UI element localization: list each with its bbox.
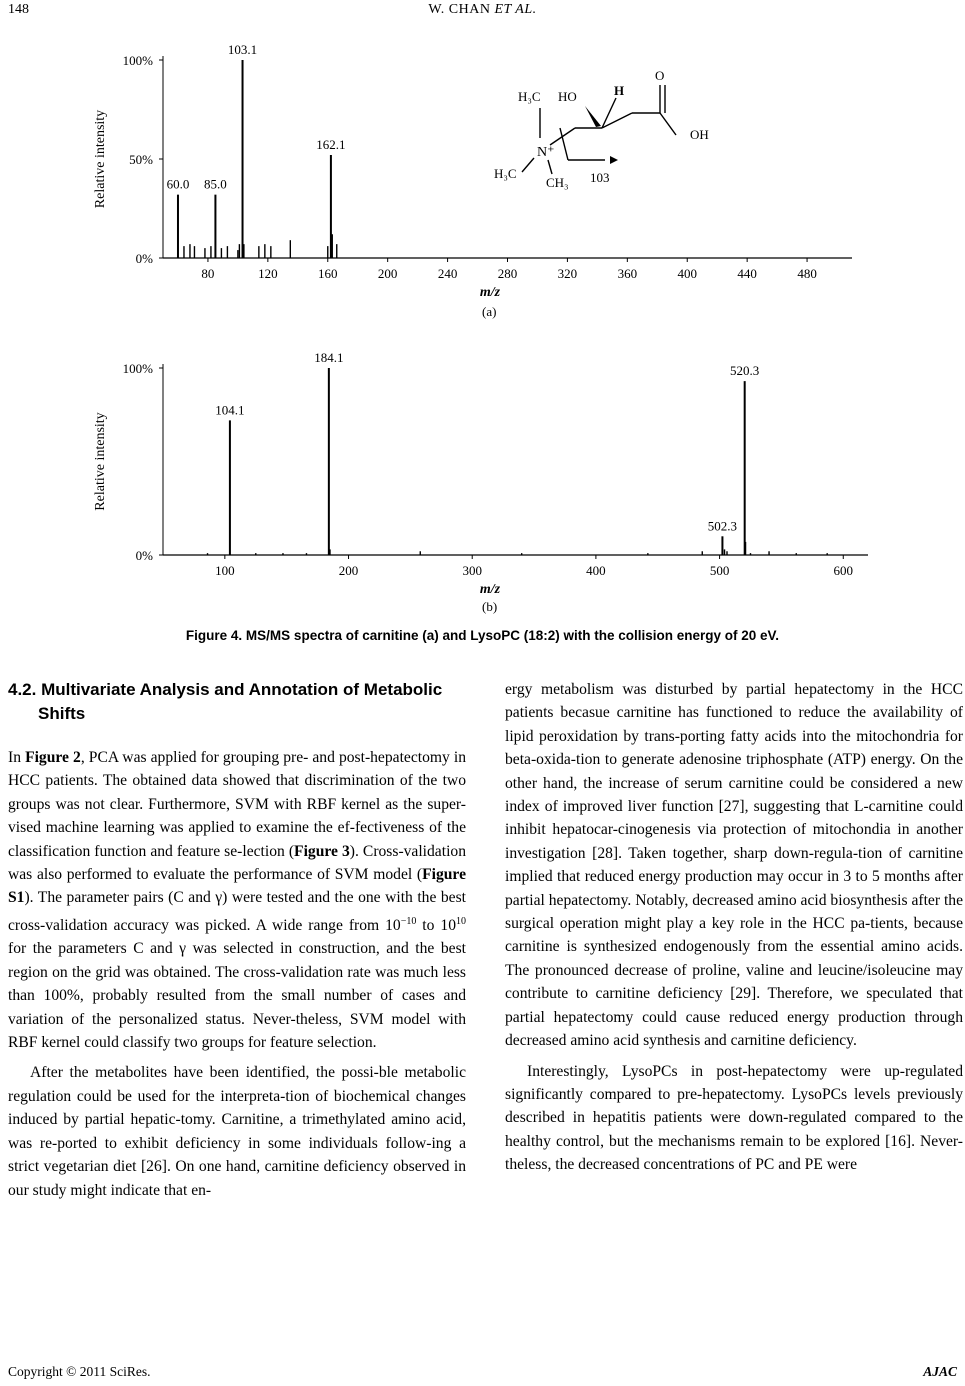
spectrum-a-chart	[0, 0, 965, 330]
structure-h3c-left: H₃C	[494, 166, 517, 181]
carnitine-structure	[494, 68, 709, 190]
structure-o: O	[655, 68, 665, 83]
left-column	[8, 678, 466, 1202]
structure-wedge	[585, 106, 601, 127]
y-tick-label: 0%	[135, 548, 153, 563]
y-axis-label: Relative intensity	[93, 412, 108, 511]
y-tick-label: 0%	[135, 251, 153, 266]
structure-ho: HO	[558, 89, 577, 104]
peak-label-162.1: 162.1	[316, 137, 346, 153]
x-tick-label: 160	[318, 266, 338, 281]
x-tick-label: 360	[617, 266, 638, 281]
x-tick-label: 320	[557, 266, 578, 281]
x-tick-label: 120	[258, 266, 278, 281]
x-tick-label: 480	[797, 266, 817, 281]
page-number: 148	[8, 2, 29, 17]
right-column	[505, 678, 963, 1177]
spectrum-b-chart	[0, 335, 965, 620]
structure-bonds	[522, 85, 676, 174]
x-tick-label: 600	[833, 563, 854, 578]
peak-label-184.1: 184.1	[314, 350, 344, 365]
running-title-etal: ET AL.	[494, 2, 537, 17]
figure-3-ref[interactable]: Figure 3	[294, 842, 350, 860]
footer-journal: AJAC	[923, 1364, 957, 1379]
x-tick-label: 240	[437, 266, 458, 281]
x-tick-label: 200	[377, 266, 398, 281]
y-tick-label: 100%	[122, 361, 153, 376]
y-tick-label: 50%	[129, 152, 153, 167]
x-tick-label: 80	[201, 266, 215, 281]
x-tick-label: 500	[709, 563, 730, 578]
panel-a-label: (a)	[482, 304, 497, 319]
structure-fragment-103: 103	[590, 170, 610, 185]
x-tick-label: 200	[338, 563, 359, 578]
structure-arrow-head	[610, 156, 618, 164]
spectrum-a-labels	[93, 42, 817, 300]
spectrum-a-peaks	[178, 60, 337, 258]
running-title-authors: W. CHAN	[428, 2, 491, 17]
peak-label-104.1: 104.1	[215, 402, 245, 418]
x-tick-label: 440	[737, 266, 757, 281]
figure-s1-ref[interactable]: Figure S1	[8, 866, 466, 907]
left-paragraph-1: In Figure 2, PCA was applied for grouping pre- and post-hepatectomy in HCC patients. The obtained data showed that discrimination of the two groups was not clear. Furthermore, SVM with RBF kernel as the super-vised machine learning was applied to examine the ef-fectiveness of the classification function and feature se-lection (Figure 3). Cross-validation was also performed to evaluate the performance of SVM model (Figure S1). The parameter pairs (C and γ) were tested and the one with the best cross-validation accuracy was picked. A wide range from $10^{-10}$ to $10^{10}$ for the parameters C and γ was selected in construction, and the best region on the grid was obtained. The cross-validation rate was much less than 100%, probably resulted from the small number of cases and variation of the personalized status. Never-theless, SVM model with RBF kernel could classify two groups for feature selection.	[8, 749, 466, 1052]
peak-label-103.1: 103.1	[227, 42, 258, 57]
peak-label-520.3: 520.3	[730, 363, 760, 379]
structure-h3c-top: H₃C	[518, 89, 541, 104]
spectrum-b-labels	[93, 350, 853, 597]
x-axis-label: m/z	[479, 582, 501, 597]
panel-b-label: (b)	[482, 599, 498, 614]
y-tick-label: 100%	[122, 53, 153, 68]
footer-copyright: Copyright © 2011 SciRes.	[8, 1364, 151, 1379]
structure-oh: OH	[690, 127, 709, 142]
spectrum-b-axes	[159, 364, 868, 559]
section-heading: 4.2. Multivariate Analysis and Annotation of Metabolic Shifts	[8, 680, 443, 723]
right-paragraph-1: ergy metabolism was disturbed by partial hepatectomy in the HCC patients becasue carnitine has functioned to reduce the availability of lipid peroxidation by trans-porting fatty acids into the mitochondria for beta-oxida-tion to generate adenosine triphosphate (ATP) energy. On the other hand, the increase of serum carnitine could be considered a new index of improved liver function [27], suggesting that L-carnitine could inhibit hepatocar-cinogenesis via protection of mitochondia in another investigation [28]. Taken together, sharp down-regula-tion of carnitine implied that reduced energy production may occur in 3 to 5 months after partial hepatectomy. Notably, decreased amino acid biosynthesis after the surgical operation might play a key role in the HCC pa-tients, because carnitine is synthesized endogenously from the essential amino acids. The pronounced decrease of proline, valine and leucine/isoleucine may contribute to carnitine deficiency [29]. Therefore, we speculated that partial hepatectomy could cause reduced energy production through decreased amino acid synthesis and carnitine deficiency.	[505, 681, 963, 1050]
figure-2-ref[interactable]: Figure 2	[25, 749, 81, 766]
y-axis-label: Relative intensity	[93, 109, 108, 209]
x-tick-label: 400	[677, 266, 697, 281]
right-paragraph-2: Interestingly, LysoPCs in post-hepatectomy were up-regulated significantly compared to pre-hepatectomy. LysoPCs levels previously described in hepatitis patients were down-regulated compared to the healthy control, but the mechanisms remain to be explored [16]. Never-theless, the decreased concentrations of PC and PE were	[505, 1062, 963, 1174]
left-paragraph-2: After the metabolites have been identified, the possi-ble metabolic regulation could be used for the interpreta-tion of biochemical changes induced by partial hepatic-tomy. Carnitine, a trimethylated amino acid, was re-ported to exhibit deficiency in some individuals follow-ing a strict vegetarian diet [26]. On one hand, carnitine deficiency observed in our study might indicate that en-	[8, 1064, 466, 1199]
spectrum-a-axes	[159, 56, 852, 262]
x-tick-label: 100	[215, 563, 235, 578]
structure-ch3: CH₃	[546, 175, 569, 190]
x-tick-label: 300	[462, 563, 482, 578]
structure-n-plus: N⁺	[537, 145, 555, 160]
x-tick-label: 280	[497, 266, 518, 281]
x-axis-label: m/z	[479, 285, 501, 300]
x-tick-label: 400	[586, 563, 606, 578]
peak-label-85.0: 85.0	[204, 176, 227, 192]
figure-caption: Figure 4. MS/MS spectra of carnitine (a) and LysoPC (18:2) with the collision energy of 20 eV.	[185, 628, 780, 643]
peak-label-60.0: 60.0	[166, 176, 190, 192]
structure-h: H	[614, 83, 625, 98]
peak-label-502.3: 502.3	[707, 518, 738, 534]
